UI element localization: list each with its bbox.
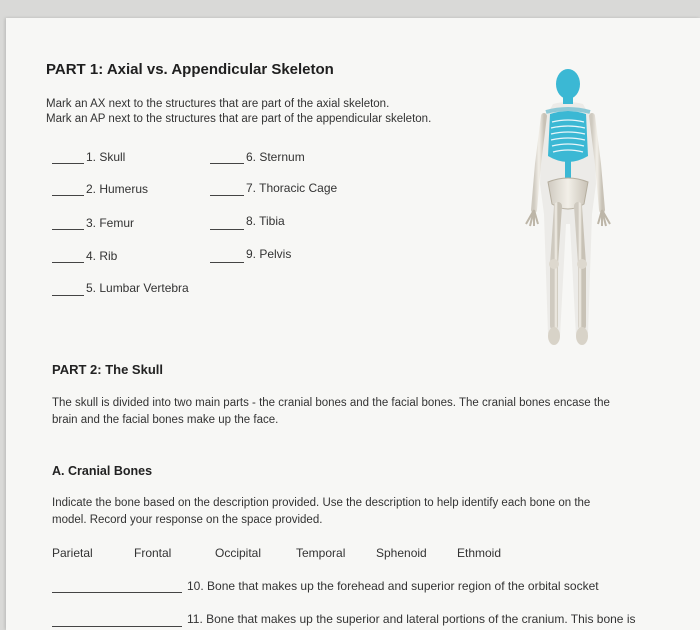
part1-title: PART 1: Axial vs. Appendicular Skeleton [46, 61, 334, 78]
item-skull: 1. Skull [86, 150, 126, 164]
item-tibia: 8. Tibia [246, 214, 285, 228]
word-parietal: Parietal [52, 546, 93, 560]
part2-intro-line2: brain and the facial bones make up the face. [52, 414, 279, 426]
item-thoracic-cage: 7. Thoracic Cage [246, 181, 338, 195]
section-a-instruction-line1: Indicate the bone based on the description provided. Use the description to help identify each bone on the [52, 497, 591, 509]
item-rib: 4. Rib [86, 249, 118, 263]
item-femur: 3. Femur [86, 216, 135, 230]
word-sphenoid: Sphenoid [376, 546, 427, 560]
answer-blank-1[interactable] [52, 163, 84, 164]
answer-blank-8[interactable] [210, 229, 244, 230]
word-temporal: Temporal [296, 546, 346, 560]
question-11: 11. Bone that makes up the superior and lateral portions of the cranium. This bone is [187, 612, 636, 626]
section-a-title: A. Cranial Bones [52, 464, 153, 478]
word-ethmoid: Ethmoid [457, 546, 502, 560]
part2-title: PART 2: The Skull [52, 362, 163, 377]
question-10: 10. Bone that makes up the forehead and superior region of the orbital socket [187, 579, 599, 593]
answer-blank-2[interactable] [52, 195, 84, 196]
skeleton-illustration [508, 64, 628, 350]
part1-instruction-axial: Mark an AX next to the structures that are part of the axial skeleton. [46, 98, 390, 110]
answer-blank-9[interactable] [210, 262, 244, 263]
item-pelvis: 9. Pelvis [246, 247, 292, 261]
answer-blank-10[interactable] [52, 592, 182, 593]
item-humerus: 2. Humerus [86, 182, 149, 196]
answer-blank-7[interactable] [210, 195, 244, 196]
part2-intro-line1: The skull is divided into two main parts - the cranial bones and the facial bones. The cranial bones encase the [52, 397, 610, 409]
answer-blank-6[interactable] [210, 163, 244, 164]
answer-blank-11[interactable] [52, 626, 182, 627]
word-frontal: Frontal [134, 546, 172, 560]
item-lumbar-vertebra: 5. Lumbar Vertebra [86, 281, 189, 295]
answer-blank-3[interactable] [52, 229, 84, 230]
part1-instruction-appendicular: Mark an AP next to the structures that are part of the appendicular skeleton. [46, 113, 432, 125]
answer-blank-5[interactable] [52, 295, 84, 296]
word-occipital: Occipital [215, 546, 262, 560]
section-a-instruction-line2: model. Record your response on the space provided. [52, 514, 323, 526]
item-sternum: 6. Sternum [246, 150, 305, 164]
answer-blank-4[interactable] [52, 262, 84, 263]
